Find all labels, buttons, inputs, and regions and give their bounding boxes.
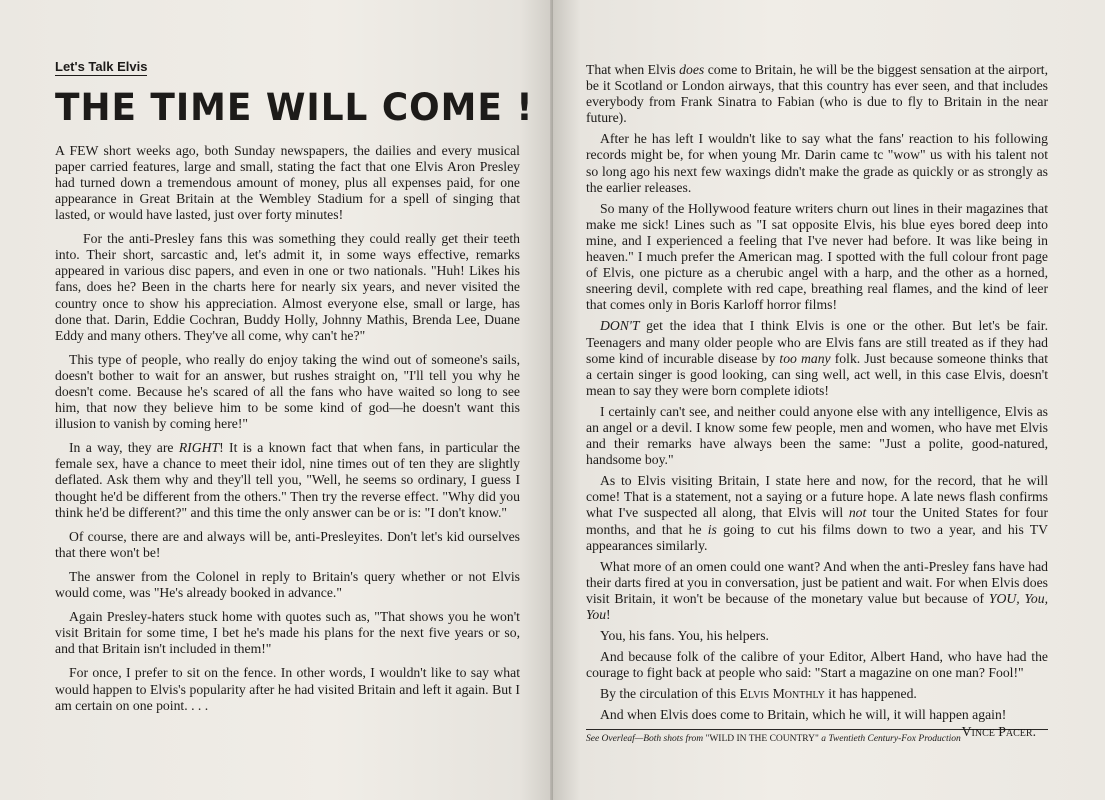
text-run: See Overleaf — [586, 733, 635, 744]
film-title: "WILD IN THE COUNTRY" — [705, 733, 819, 744]
paragraph-r9: And because folk of the calibre of your Editor, Albert Hand, who have had the courage to fight back at people who said: "Start a magazine on one man? Fool!" — [586, 649, 1048, 681]
text-run: ! It is a known fact that when fans, in particular the female sex, have a chance to meet their idol, nine times out of ten they are slightly deflated. Ask them why and they'll tell you, "Well, he seems so ordinary, I guess I thought he'd be different from the others." Then try the reverse effect. "Why did you think he'd be different?" and this time the only answer can be or is: "I don't know." — [55, 440, 520, 520]
emphasis: RIGHT — [178, 440, 220, 456]
paragraph-7: Again Presley-haters stuck home with quotes such as, "That shows you he won't visit Britain for some time, I bet he's made his plans for the next five years or so, and that Britain isn't included in them!" — [55, 609, 520, 657]
text-run: That when Elvis — [586, 62, 680, 77]
text-run: a Twentieth Century-Fox Production — [818, 733, 961, 744]
paragraph-r6 — [586, 473, 1048, 553]
text-run: ! — [606, 607, 611, 622]
text-run: What more of an omen could one want? And when the anti-Presley fans have had their darts fired at you in conversation, just be patient and wait. For when Elvis does visit Britain, it won't be because of the monetary value but because of — [586, 558, 1048, 606]
paragraph-r2: After he has left I wouldn't like to say what the fans' reaction to his following records might be, for when young Mr. Darin came tc "wow" us with his talent not so long ago his next few waxings didn't make the grade as quickly or as strongly as the earlier releases. — [586, 131, 1048, 195]
paragraph-2: For the anti-Presley fans this was something they could really get their teeth into. Their short, sarcastic and, let's admit it, in some ways effective, remarks appeared in various disc papers, and even in one or two nationals. "Huh! Likes his fans, does he? Been in the charts here for nearly six years, and never visited the country once to show his appreciation. Almost everyone else, small or large, has done that. Darin, Eddie Cochran, Buddy Holly, Johnny Mathis, Brenda Lee, Duane Eddy and many others. They've all come, why can't he?" — [55, 231, 520, 343]
paragraph-4 — [55, 440, 520, 520]
author-signature: Vince Pacer. — [961, 723, 1036, 739]
paragraph-r8: You, his fans. You, his helpers. — [600, 628, 769, 644]
emphasis: is — [707, 521, 717, 537]
paragraph-r10 — [586, 686, 1048, 702]
text-run: tour the United States for four months, and that he — [586, 505, 1049, 537]
text-run: going to cut his films down to two a year, and his TV appearances similarly. — [586, 521, 1048, 553]
text-run: As to Elvis visiting Britain, I state here and now, for the record, that he will come! That is a statement, not a saying or a future hope. A late news flash confirms what I've suspected all along, that Elvis will — [586, 473, 1048, 521]
text-run: And when Elvis does come to Britain, which he will, it will happen again! — [600, 707, 1007, 723]
text-run: it has happened. — [824, 686, 917, 702]
right-column — [586, 62, 1048, 744]
left-column — [55, 58, 534, 722]
section-kicker: Let's Talk Elvis — [55, 59, 148, 74]
text-run: By the circulation of this — [600, 686, 740, 702]
paragraph-8: For once, I prefer to sit on the fence. In other words, I wouldn't like to say what would happen to Elvis's popularity after he had visited Britain and left it again. But I am certain on one point. . . . — [55, 665, 520, 713]
text-run: folk. Just because someone thinks that a certain singer is good looking, can sing well, act well, in this case Elvis, doesn't mean to say they were born complete idiots! — [586, 350, 1048, 398]
article-headline: THE TIME WILL COME ! — [55, 86, 534, 129]
emphasis: does — [679, 62, 705, 77]
emphasis: too many — [779, 350, 831, 366]
emphasis: YOU, You, You — [586, 590, 1048, 622]
magazine-name: Elvis Monthly — [739, 686, 825, 702]
paragraph-r3: So many of the Hollywood feature writers churn out lines in their magazines that make me sick! Lines such as "I sat opposite Elvis, his blue eyes bored deep into mine, and I experienced a feeling that I've never had before. It was like being in heaven." I much prefer the American mag. I spotted with the full colour front page of Elvis, one picture as a cherubic angel with a harp, and the other as a horned, sneering devil, complete with red cape, breathing real flames, and the kind of leer that comes only in Boris Karloff horror films! — [586, 200, 1048, 313]
paragraph-3: This type of people, who really do enjoy taking the wind out of someone's sails, doesn't bother to wait for an answer, but rushes straight on, "I'll tell you why he doesn't come. Because he's scared of all the fans who have waited so long to see him, that now they believe him to be some kind of god—he doesn't want this illusion to vanish by coming here!" — [55, 351, 520, 432]
text-run: get the idea that I think Elvis is one or the other. But let's be fair. Teenagers and many older people who are Elvis fans are still treated as if they had some kind of incurable disease by — [586, 318, 1048, 366]
text-run: come to Britain, he will be the biggest sensation at the airport, be it Scotland or London airways, that this country has ever seen, and that includes everybody from Frank Sinatra to Fabian (who is due to fly to Britain in the near future). — [586, 62, 1049, 126]
paragraph-r4 — [586, 318, 1048, 398]
paragraph-6: The answer from the Colonel in reply to Britain's query whether or not Elvis would come, was "He's already booked in advance." — [55, 568, 520, 601]
paragraph-r7 — [586, 559, 1048, 623]
paragraph-1: A FEW short weeks ago, both Sunday newspapers, the dailies and every musical paper carried features, large and small, stating the fact that one Elvis Aron Presley had turned down a tremendous amount of money, plus all expenses paid, for one appearance in Great Britain at the Wembley Stadium for a spell of singing that lasted, or would have lasted, just over forty minutes! — [55, 142, 520, 223]
emphasis: DON'T — [600, 318, 640, 334]
emphasis: not — [848, 505, 867, 521]
paragraph-5: Of course, there are and always will be, anti-Presleyites. Don't let's kid ourselves that there won't be! — [55, 528, 520, 560]
paragraph-r1 — [586, 62, 1048, 126]
text-run: —Both shots from — [634, 733, 706, 744]
text-run: In a way, they are — [69, 440, 179, 456]
paragraph-r5: I certainly can't see, and neither could anyone else with any intelligence, Elvis as an angel or a devil. I know some few people, men and women, who have met Elvis and their remarks have always been the same: "Just a polite, good-natured, handsome boy." — [586, 403, 1048, 468]
